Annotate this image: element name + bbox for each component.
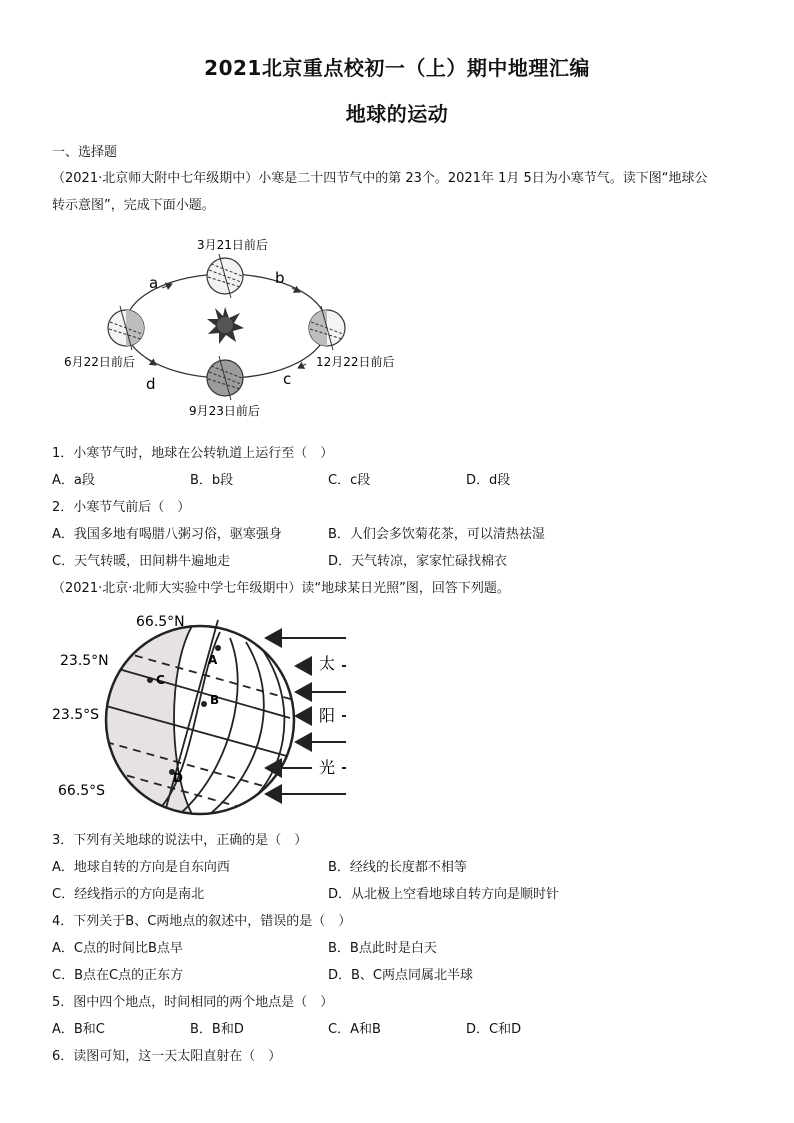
lat-66s-label: 66.5°S bbox=[58, 783, 106, 799]
label-seg-a: a bbox=[149, 274, 159, 292]
q1-option-d: D．d段 bbox=[466, 473, 511, 488]
orbit-arrow-d bbox=[146, 358, 156, 365]
point-c-dot bbox=[147, 677, 153, 683]
q5-option-b: B．B和D bbox=[190, 1022, 244, 1037]
earth-december bbox=[309, 306, 345, 350]
question-4-stem: 4．下列关于B、C两地点的叙述中，错误的是（ ） bbox=[52, 914, 352, 929]
earth-march bbox=[207, 254, 243, 298]
q5-option-a: A．B和C bbox=[52, 1022, 105, 1037]
question-3-stem: 3．下列有关地球的说法中，正确的是（ ） bbox=[52, 833, 308, 848]
q3-option-c: C．经线指示的方向是南北 bbox=[52, 887, 205, 902]
q1-option-b: B．b段 bbox=[190, 473, 234, 488]
earth-september bbox=[207, 356, 243, 400]
label-seg-d: d bbox=[146, 375, 156, 393]
lat-23s-label: 23.5°S bbox=[52, 707, 100, 723]
intro-1-line-1: （2021·北京师大附中七年级期中）小寒是二十四节气中的第 23个。2021年 1月 5日为小寒节气。读下图“地球公 bbox=[52, 171, 708, 186]
q2-option-b: B．人们会多饮菊花茶，可以清热祛湿 bbox=[328, 527, 545, 542]
q3-option-a: A．地球自转的方向是自东向西 bbox=[52, 860, 230, 875]
q1-option-a: A．a段 bbox=[52, 473, 95, 488]
point-b-label: B bbox=[210, 693, 220, 707]
orbit-diagram bbox=[60, 230, 420, 430]
sunlight-label-3: 光 bbox=[319, 758, 336, 777]
intro-2: （2021·北京·北师大实验中学七年级期中）读“地球某日光照”图，回答下列题。 bbox=[52, 581, 510, 596]
point-d-label: D bbox=[173, 771, 183, 785]
sunlight-label-2: 阳 bbox=[319, 706, 336, 725]
q4-option-a: A．C点的时间比B点早 bbox=[52, 941, 183, 956]
sun-icon bbox=[207, 307, 244, 344]
label-december: 12月22日前后 bbox=[316, 355, 395, 369]
q5-option-c: C．A和B bbox=[328, 1022, 381, 1037]
intro-1-line-2: 转示意图”，完成下面小题。 bbox=[52, 198, 215, 213]
q2-option-c: C．天气转暖，田间耕牛遍地走 bbox=[52, 554, 231, 569]
label-march: 3月21日前后 bbox=[197, 238, 268, 252]
q3-option-d: D．从北极上空看地球自转方向是顺时针 bbox=[328, 887, 560, 902]
lat-23n-label: 23.5°N bbox=[60, 653, 109, 669]
label-june: 6月22日前后 bbox=[64, 355, 135, 369]
question-6-stem: 6．读图可知，这一天太阳直射在（ ） bbox=[52, 1049, 282, 1064]
section-heading: 一、选择题 bbox=[52, 145, 118, 160]
point-b-dot bbox=[201, 701, 207, 707]
point-a-dot bbox=[215, 645, 221, 651]
q2-option-a: A．我国多地有喝腊八粥习俗，驱寒强身 bbox=[52, 527, 282, 542]
document-title: 2021北京重点校初一（上）期中地理汇编 bbox=[204, 56, 590, 80]
label-september: 9月23日前后 bbox=[189, 404, 260, 418]
question-2-stem: 2．小寒节气前后（ ） bbox=[52, 500, 191, 515]
q4-option-b: B．B点此时是白天 bbox=[328, 941, 437, 956]
document-subtitle: 地球的运动 bbox=[345, 102, 449, 126]
question-1-stem: 1．小寒节气时，地球在公转轨道上运行至（ ） bbox=[52, 446, 334, 461]
earth-june bbox=[108, 306, 144, 350]
point-a-label: A bbox=[208, 653, 218, 667]
label-seg-c: c bbox=[283, 370, 292, 388]
q3-option-b: B．经线的长度都不相等 bbox=[328, 860, 467, 875]
q5-option-d: D．C和D bbox=[466, 1022, 522, 1037]
orbit-arrow-c bbox=[298, 364, 306, 368]
q2-option-d: D．天气转凉，家家忙碌找棉衣 bbox=[328, 554, 508, 569]
q4-option-c: C．B点在C点的正东方 bbox=[52, 968, 184, 983]
question-5-stem: 5．图中四个地点，时间相同的两个地点是（ ） bbox=[52, 995, 334, 1010]
q4-option-d: D．B、C两点同属北半球 bbox=[328, 968, 474, 983]
sunlight-label-1: 太 bbox=[319, 654, 336, 673]
lat-66n-label: 66.5°N bbox=[136, 614, 185, 630]
q1-option-c: C．c段 bbox=[328, 473, 371, 488]
earth-illumination-diagram bbox=[50, 608, 360, 818]
point-c-label: C bbox=[156, 673, 165, 687]
label-seg-b: b bbox=[275, 269, 285, 287]
